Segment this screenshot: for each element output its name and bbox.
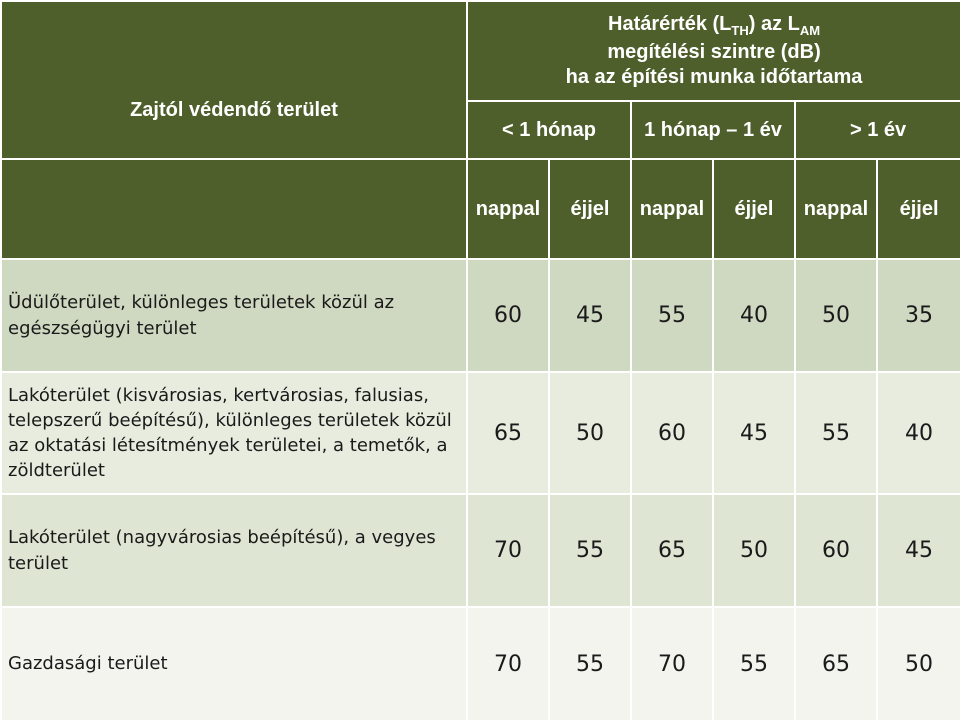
value-cell: 60 — [467, 259, 549, 372]
row-label: Lakóterület (nagyvárosias beépítésű), a vegyes terület — [1, 494, 467, 607]
value-cell: 45 — [877, 494, 960, 607]
value-cell: 65 — [467, 372, 549, 494]
value-cell: 45 — [713, 372, 795, 494]
value-cell: 60 — [631, 372, 713, 494]
value-cell: 65 — [795, 607, 877, 721]
value-cell: 70 — [467, 607, 549, 721]
value-cell: 45 — [549, 259, 631, 372]
row-label: Gazdasági terület — [1, 607, 467, 721]
value-cell: 55 — [795, 372, 877, 494]
empty-header-cell — [1, 159, 467, 259]
value-cell: 55 — [549, 494, 631, 607]
limit-header — [467, 1, 960, 101]
area-header — [1, 1, 467, 159]
limit-header-line1: Határérték $(L_{TH})$ az $L_{AM}$ — [608, 13, 821, 39]
period-day-2: nappal — [631, 159, 713, 259]
value-cell: 35 — [877, 259, 960, 372]
period-night-1: éjjel — [549, 159, 631, 259]
value-cell: 65 — [631, 494, 713, 607]
table-row — [1, 607, 960, 721]
value-cell: 70 — [467, 494, 549, 607]
table-row — [1, 259, 960, 372]
table-row — [1, 494, 960, 607]
value-cell: 50 — [877, 607, 960, 721]
period-night-3: éjjel — [877, 159, 960, 259]
value-cell: 55 — [631, 259, 713, 372]
period-day-3: nappal — [795, 159, 877, 259]
period-day-1: nappal — [467, 159, 549, 259]
value-cell: 40 — [713, 259, 795, 372]
limit-header-line2: megítélési szintre (dB) — [607, 40, 821, 63]
area-header-text: Zajtól védendő terület — [130, 98, 338, 121]
row-label: Lakóterület (kisvárosias, kertvárosias, falusias, telepszerű beépítésű), különleges területek közül az oktatási létesítmények területei, a temetők, a zöldterület — [1, 372, 467, 494]
value-cell: 50 — [795, 259, 877, 372]
row-label: Üdülőterület, különleges területek közül az egészségügyi terület — [1, 259, 467, 372]
value-cell: 40 — [877, 372, 960, 494]
value-cell: 70 — [631, 607, 713, 721]
period-night-2: éjjel — [713, 159, 795, 259]
duration-1month-1year: 1 hónap – 1 év — [631, 101, 795, 159]
value-cell: 55 — [549, 607, 631, 721]
value-cell: 55 — [713, 607, 795, 721]
value-cell: 50 — [713, 494, 795, 607]
value-cell: 60 — [795, 494, 877, 607]
duration-lt1month: < 1 hónap — [467, 101, 631, 159]
table-row — [1, 372, 960, 494]
value-cell: 50 — [549, 372, 631, 494]
duration-gt1year: > 1 év — [795, 101, 960, 159]
limit-header-line3: ha az építési munka időtartama — [565, 65, 863, 88]
